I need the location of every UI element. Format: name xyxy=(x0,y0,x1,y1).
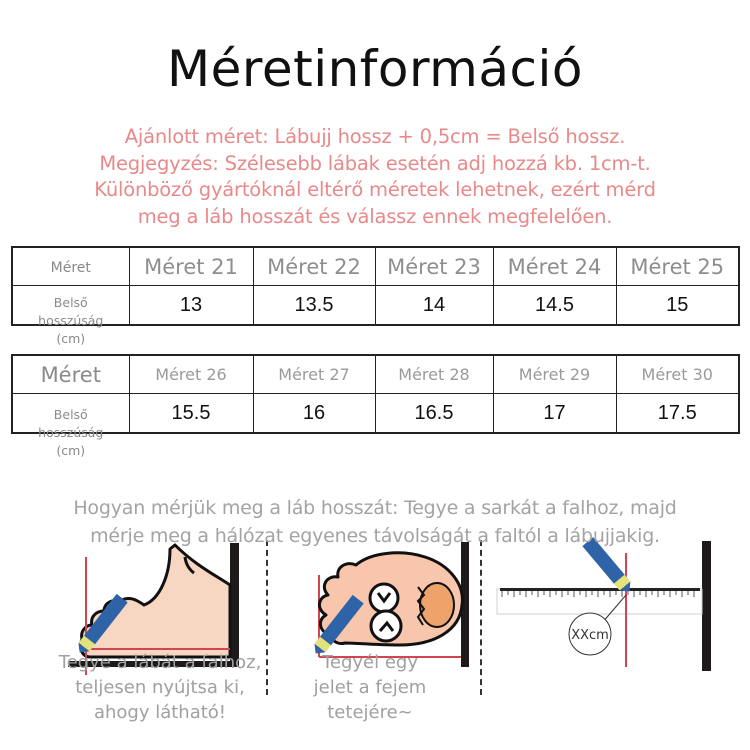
size-header-row xyxy=(12,247,739,286)
ruler-label: XXcm xyxy=(571,628,609,643)
note-line: Ajánlott méret: Lábujj hossz + 0,5cm = Belső hossz. xyxy=(124,125,626,148)
ruler-measure-icon xyxy=(480,535,740,735)
length-row xyxy=(12,394,739,434)
size-cell: Méret 21 xyxy=(129,247,253,286)
size-header-label: Méret xyxy=(12,247,129,286)
length-cell: 14.5 xyxy=(493,286,616,326)
length-row xyxy=(12,286,739,326)
size-cell: Méret 24 xyxy=(493,247,616,286)
length-cell: 16.5 xyxy=(375,394,493,434)
size-notes xyxy=(0,124,750,230)
length-cell: 16 xyxy=(253,394,375,434)
length-cell: 15.5 xyxy=(129,394,253,434)
size-cell: Méret 26 xyxy=(129,355,253,394)
length-row-label: Belső hosszúság (cm) xyxy=(12,394,129,434)
size-header-label: Méret xyxy=(12,355,129,394)
length-row-label: Belső hosszúság (cm) xyxy=(12,286,129,326)
size-cell: Méret 29 xyxy=(493,355,616,394)
size-cell: Méret 22 xyxy=(253,247,375,286)
step-1-caption: Tegye a lábát a falhoz, teljesen nyújtsa ki, ahogy látható! xyxy=(58,652,262,723)
page-title: Méretinformáció xyxy=(167,40,583,98)
step-2-caption: Tegyél egy jelet a fejem tetejére~ xyxy=(313,652,427,723)
note-line: meg a láb hosszát és válassz ennek megfelelően. xyxy=(137,204,613,228)
size-cell: Méret 23 xyxy=(375,247,493,286)
length-cell: 13 xyxy=(129,286,253,326)
note-line: Megjegyzés: Szélesebb lábak esetén adj hozzá kb. 1cm-t. xyxy=(99,151,651,175)
measure-instructions: Hogyan mérjük meg a láb hosszát: Tegye a sarkát a falhoz, majd mérje meg a hálózat egyenes távolságát a faltól a lábujjakig. xyxy=(73,497,677,547)
size-cell: Méret 30 xyxy=(616,355,739,394)
size-cell: Méret 28 xyxy=(375,355,493,394)
size-cell: Méret 25 xyxy=(616,247,739,286)
size-table-1 xyxy=(11,246,740,346)
note-line: Különböző gyártóknál eltérő méretek lehetnek, ezért mérd xyxy=(94,178,656,201)
length-cell: 13.5 xyxy=(253,286,375,326)
length-cell: 15 xyxy=(616,286,739,326)
size-cell: Méret 27 xyxy=(253,355,375,394)
length-cell: 17.5 xyxy=(616,394,739,434)
size-header-row xyxy=(12,355,739,394)
length-cell: 14 xyxy=(375,286,493,326)
length-cell: 17 xyxy=(493,394,616,434)
size-table-2 xyxy=(11,354,740,458)
step-3-illustration xyxy=(480,535,740,735)
